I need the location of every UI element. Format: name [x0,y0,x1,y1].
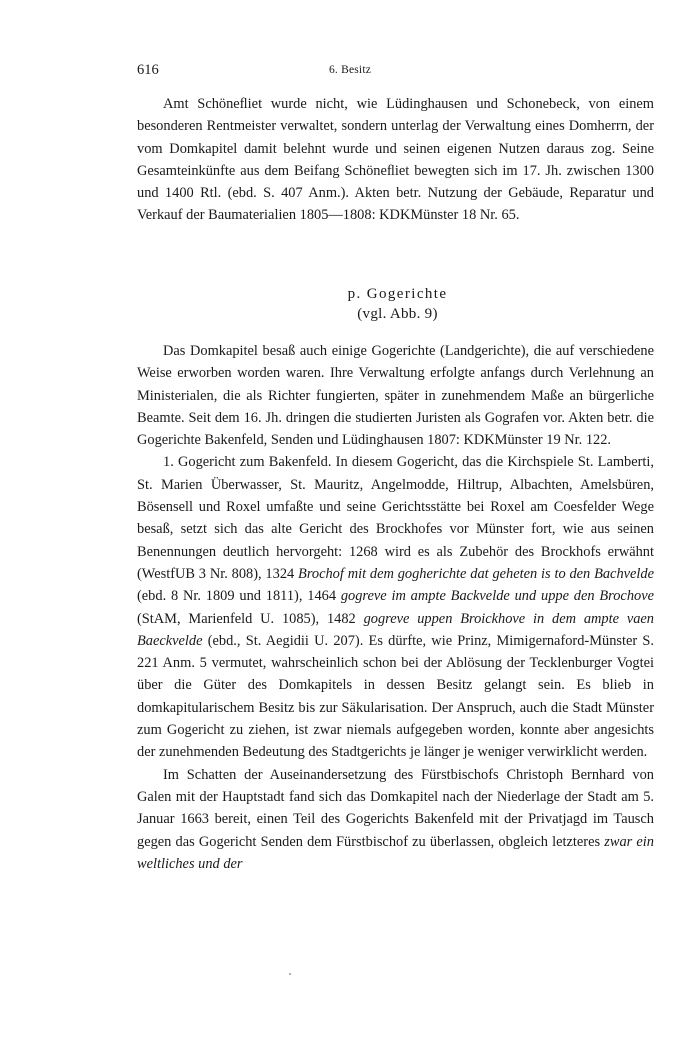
text-block-gogerichte [137,340,654,875]
text-run: (ebd. 8 Nr. 1809 und 1811), 1464 [137,588,341,605]
paragraph-gogerichte-intro: Das Domkapitel besaß auch einige Gogerichte (Landgerichte), die auf verschiedene Weise erworben worden waren. Ihre Verwaltung erfolgte anfangs durch Verlehnung an Ministerialen, die als Richter fungierten, später in zunehmendem Maße an bürgerliche Beamte. Seit dem 16. Jh. dringen die studierten Juristen als Gografen vor. Akten betr. die Gogerichte Bakenfeld, Senden und Lüdinghausen 1807: KDKMünster 19 Nr. 122. [137,343,654,449]
running-head: 6. Besitz [328,64,372,76]
quotation: gogreve im ampte Backvelde und uppe den Brochove [340,588,654,605]
section-subtitle: (vgl. Abb. 9) [357,306,438,322]
text-run: 1. Gogericht zum Bakenfeld. In diesem Gogericht, das die Kirchspiele St. Lamberti, St. Marien Überwasser, St. Mauritz, Angelmodde, Hiltrup, Albachten, Amelsbüren, Bösensell und Roxel umfaßte und seine Gerichtsstätte bei Roxel am Coesfelder Wege besaß, setzt sich das alte Gericht des Brockhofes vor Münster fort, wie aus seinen Benennungen deutlich hervorgeht: 1268 wird es als Zubehör des Brockhofs erwähnt (WestfUB 3 Nr. 808), 1324 [137,454,654,582]
text-run: (StAM, Marienfeld U. 1085), 1482 [137,610,364,627]
text-run: (ebd., St. Aegidii U. 207). Es dürfte, wie Prinz, Mimigernaford-Münster S. 221 Anm. 5 vermutet, wahrscheinlich schon bei der Ablösung der Tecklenburger Vogtei über die Güter des Domkapitels in dessen Besitz gelangt sein. Es blieb in domkapitularischem Besitz bis zur Säkularisation. Der Anspruch, auch die Stadt Münster zum Gogericht zu ziehen, ist zwar niemals aufgegeben worden, konnte aber angesichts der zunehmenden Bedeutung des Stadtgerichts je länger je weniger verwirklicht werden. [137,632,654,761]
paragraph-amt-schoenefliet: Amt Schöneﬂiet wurde nicht, wie Lüdinghausen und Schonebeck, von einem besonderen Rentmeister verwaltet, sondern unterlag der Verwaltung eines Domherrn, der vom Domkapitel damit belehnt wurde und seinen eigenen Nutzen daraus zog. Seine Gesamteinkünfte aus dem Beifang Schöneﬂiet bewegten sich im 17. Jh. zwischen 1300 und 1400 Rtl. (ebd. S. 407 Anm.). Akten betr. Nutzung der Gebäude, Reparatur und Verkauf der Baumaterialien 1805—1808: KDKMünster 18 Nr. 65. [137,96,654,224]
text-run: Im Schatten der Auseinandersetzung des Fürstbischofs Christoph Bernhard von Galen mit der Hauptstadt fand sich das Domkapitel nach der Niederlage der Stadt am 5. Januar 1663 bereit, einen Teil des Gogerichts Bakenfeld mit der Privatjagd im Tausch gegen das Gogericht Senden dem Fürstbischof zu überlassen, obgleich letzteres [137,766,654,850]
paragraph-tausch-senden [137,764,654,875]
page-speck [289,973,291,975]
page-number: 616 [137,62,159,78]
paragraph-gogericht-bakenfeld [137,451,654,763]
quotation: gogreve uppen Broickhove in dem ampte vaen Baeckvelde [137,610,654,649]
quotation: Brochof mit dem gogherichte dat geheten is to den Bachvelde [298,565,654,582]
section-title: p. Gogerichte [347,286,448,302]
text-block-intro [137,93,654,227]
quotation: zwar ein weltliches und der [137,833,654,872]
